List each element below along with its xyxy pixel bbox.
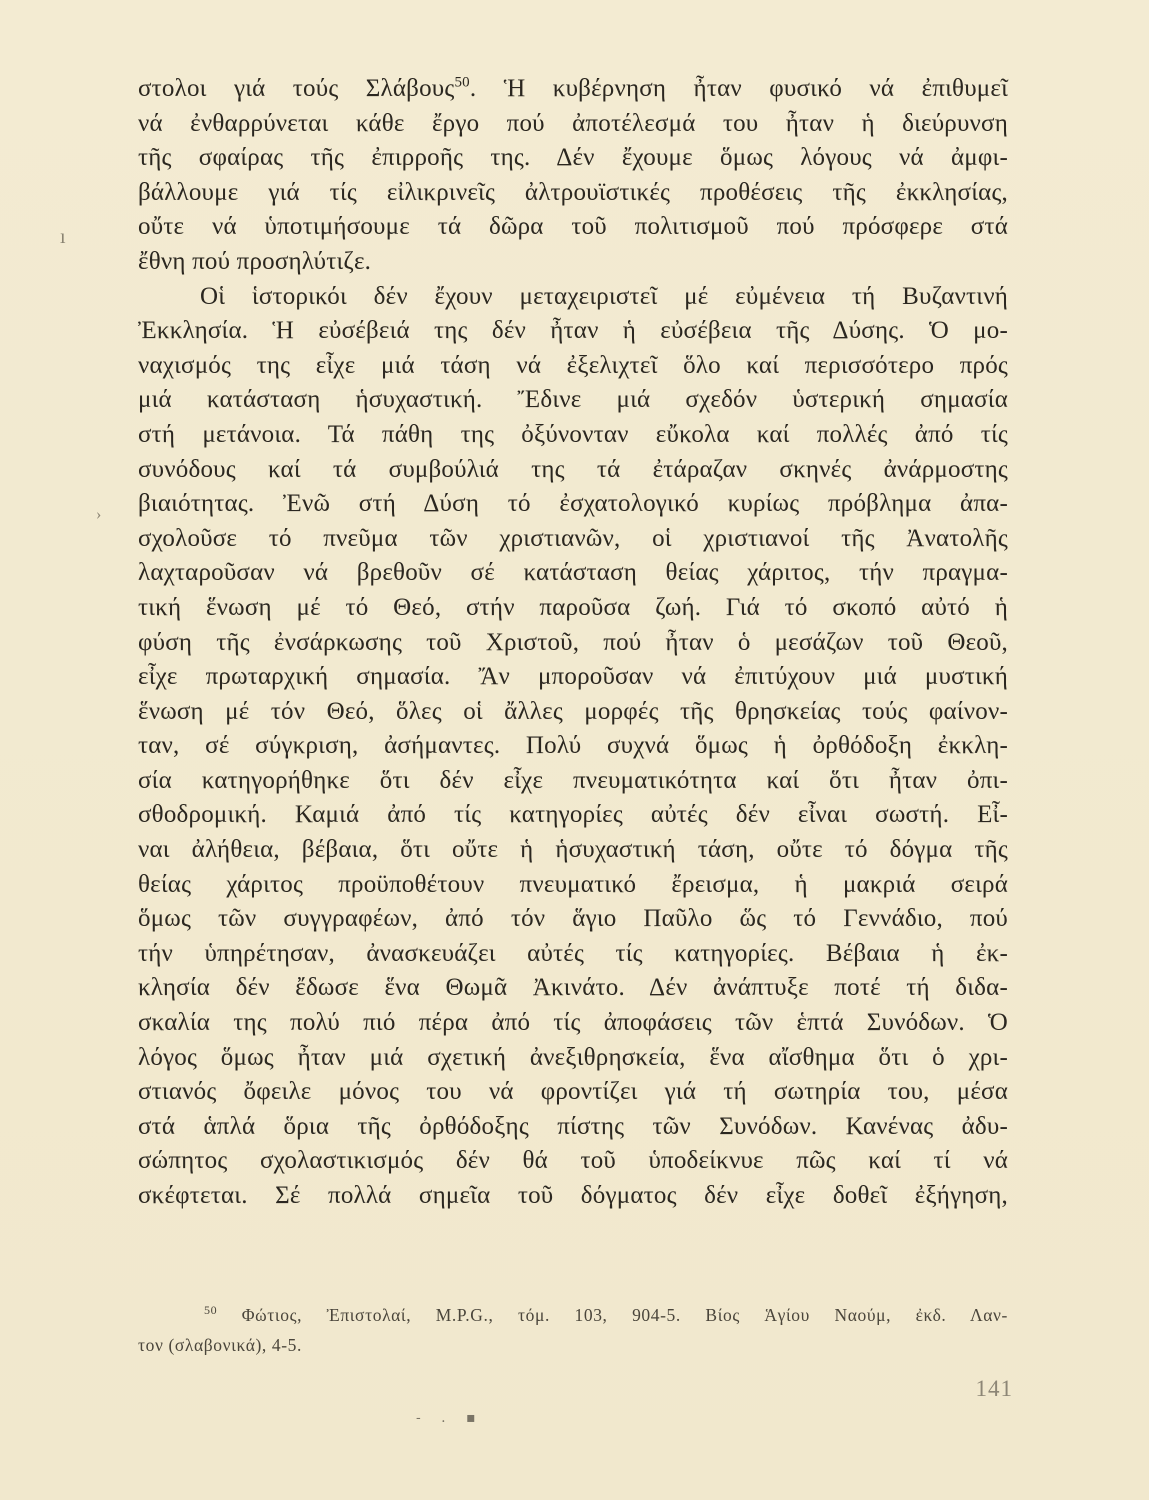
- text-line: Ἐκκλησία. Ἡ εὐσέβειά της δέν ἦταν ἡ εὐσέβεια τῆς Δύσης. Ὁ μο-: [138, 317, 1008, 345]
- text-line: λόγος ὅμως ἦταν μιά σχετική ἀνεξιθρησκεία, ἕνα αἴσθημα ὅτι ὁ χρι-: [138, 1043, 1008, 1071]
- text-line: ταν, σέ σύγκριση, ἀσήμαντες. Πολύ συχνά ὅμως ἡ ὀρθόδοξη ἐκκλη-: [138, 732, 1008, 760]
- text-line: θείας χάριτος προϋποθέτουν πνευματικό ἔρεισμα, ἡ μακριά σειρά: [138, 870, 1008, 898]
- margin-mark: ›: [96, 506, 102, 523]
- text-line: συνόδους καί τά συμβούλιά της τά ἐτάραζαν σκηνές ἀνάρμοστης: [138, 455, 1008, 483]
- text-line: σθοδρομική. Καμιά ἀπό τίς κατηγορίες αὐτές δέν εἶναι σωστή. Εἶ-: [138, 801, 1008, 829]
- text-line: βάλλουμε γιά τίς εἰλικρινεῖς ἀλτρουϊστικές προθέσεις τῆς ἐκκλησίας,: [138, 178, 1008, 206]
- text-line: σκαλία της πολύ πιό πέρα ἀπό τίς ἀποφάσεις τῶν ἑπτά Συνόδων. Ὁ: [138, 1009, 1008, 1037]
- footnote-number: 50: [204, 1303, 218, 1318]
- text-line: σχολοῦσε τό πνεῦμα τῶν χριστιανῶν, οἱ χριστιανοί τῆς Ἀνατολῆς: [138, 524, 1008, 552]
- text-line: ὅμως τῶν συγγραφέων, ἀπό τόν ἅγιο Παῦλο ὥς τό Γεννάδιο, πού: [138, 905, 1008, 933]
- text-line: ναχισμός της εἶχε μιά τάση νά ἐξελιχτεῖ ὅλο καί περισσότερο πρός: [138, 351, 1008, 379]
- margin-mark: ı: [60, 226, 66, 248]
- text-line: λαχταροῦσαν νά βρεθοῦν σέ κατάσταση θείας χάριτος, τήν πραγμα-: [138, 559, 1008, 587]
- footnote-reference[interactable]: 50: [454, 74, 470, 91]
- text-line: σία κατηγορήθηκε ὅτι δέν εἶχε πνευματικότητα καί ὅτι ἦταν ὀπι-: [138, 766, 1008, 794]
- text-line: τήν ὑπηρέτησαν, ἀνασκευάζει αὐτές τίς κατηγορίες. Βέβαια ἡ ἐκ-: [138, 939, 1008, 967]
- text-line: ἔθνη πού προσηλύτιζε.: [138, 247, 372, 275]
- text-line: ναι ἀλήθεια, βέβαια, ὅτι οὔτε ἡ ἡσυχαστική τάση, οὔτε τό δόγμα τῆς: [138, 836, 1008, 864]
- text-line: ἕνωση μέ τόν Θεό, ὅλες οἱ ἄλλες μορφές τῆς θρησκείας τούς φαίνον-: [138, 697, 1008, 725]
- text-line: στιανός ὄφειλε μόνος του νά φροντίζει γιά τή σωτηρία του, μέσα: [138, 1078, 1008, 1106]
- text-line: στή μετάνοια. Τά πάθη της ὀξύνονταν εὔκολα καί πολλές ἀπό τίς: [138, 420, 1008, 448]
- page-number: 141: [975, 1376, 1013, 1401]
- text-line: νά ἐνθαρρύνεται κάθε ἔργο πού ἀποτέλεσμά του ἦταν ἡ διεύρυνση: [138, 109, 1008, 137]
- text-line: εἶχε πρωταρχική σημασία. Ἄν μποροῦσαν νά ἐπιτύχουν μιά μυστική: [138, 663, 1008, 691]
- text-line-1: στολοι γιά τούς Σλάβους$^{50}$. Ἡ κυβέρνηση ἦταν φυσικό νά ἐπιθυμεῖ: [138, 74, 1009, 102]
- footnote-line: $^{50}$ Φώτιος, Ἐπιστολαί, M.P.G., τόμ. 103, 904-5. Βίος Ἁγίου Ναούμ, ἐκδ. Λαν-: [204, 1303, 1008, 1325]
- footnotes: [138, 1300, 1008, 1360]
- text-line: μιά κατάσταση ἡσυχαστική. Ἔδινε μιά σχεδόν ὑστερική σημασία: [138, 386, 1008, 414]
- main-text: [138, 72, 1008, 1214]
- scan-specks: - . ▪: [416, 1410, 484, 1426]
- text-line: τῆς σφαίρας τῆς ἐπιρροῆς της. Δέν ἔχουμε ὅμως λόγους νά ἀμφι-: [138, 144, 1008, 172]
- text-line: στά ἁπλά ὅρια τῆς ὀρθόδοξης πίστης τῶν Συνόδων. Κανένας ἀδυ-: [138, 1112, 1008, 1140]
- text-line: τική ἕνωση μέ τό Θεό, στήν παροῦσα ζωή. Γιά τό σκοπό αὐτό ἡ: [138, 593, 1008, 621]
- text-line: σκέφτεται. Σέ πολλά σημεῖα τοῦ δόγματος δέν εἶχε δοθεῖ ἐξήγηση,: [138, 1182, 1008, 1209]
- text-line: φύση τῆς ἐνσάρκωσης τοῦ Χριστοῦ, πού ἦταν ὁ μεσάζων τοῦ Θεοῦ,: [138, 628, 1008, 656]
- text-line: οὔτε νά ὑποτιμήσουμε τά δῶρα τοῦ πολιτισμοῦ πού πρόσφερε στά: [138, 213, 1008, 241]
- text-line: σώπητος σχολαστικισμός δέν θά τοῦ ὑποδείκνυε πῶς καί τί νά: [138, 1147, 1008, 1175]
- text-line: βιαιότητας. Ἐνῶ στή Δύση τό ἐσχατολογικό κυρίως πρόβλημα ἀπα-: [138, 490, 1008, 518]
- text-line: κλησία δέν ἔδωσε ἕνα Θωμᾶ Ἀκινάτο. Δέν ἀνάπτυξε ποτέ τή διδα-: [138, 974, 1008, 1002]
- footnote-line: τον (σλαβονικά), 4-5.: [138, 1335, 302, 1355]
- paragraph-start-line: Οἱ ἱστορικόι δέν ἔχουν μεταχειριστεῖ μέ εὐμένεια τή Βυζαντινή: [200, 282, 1008, 310]
